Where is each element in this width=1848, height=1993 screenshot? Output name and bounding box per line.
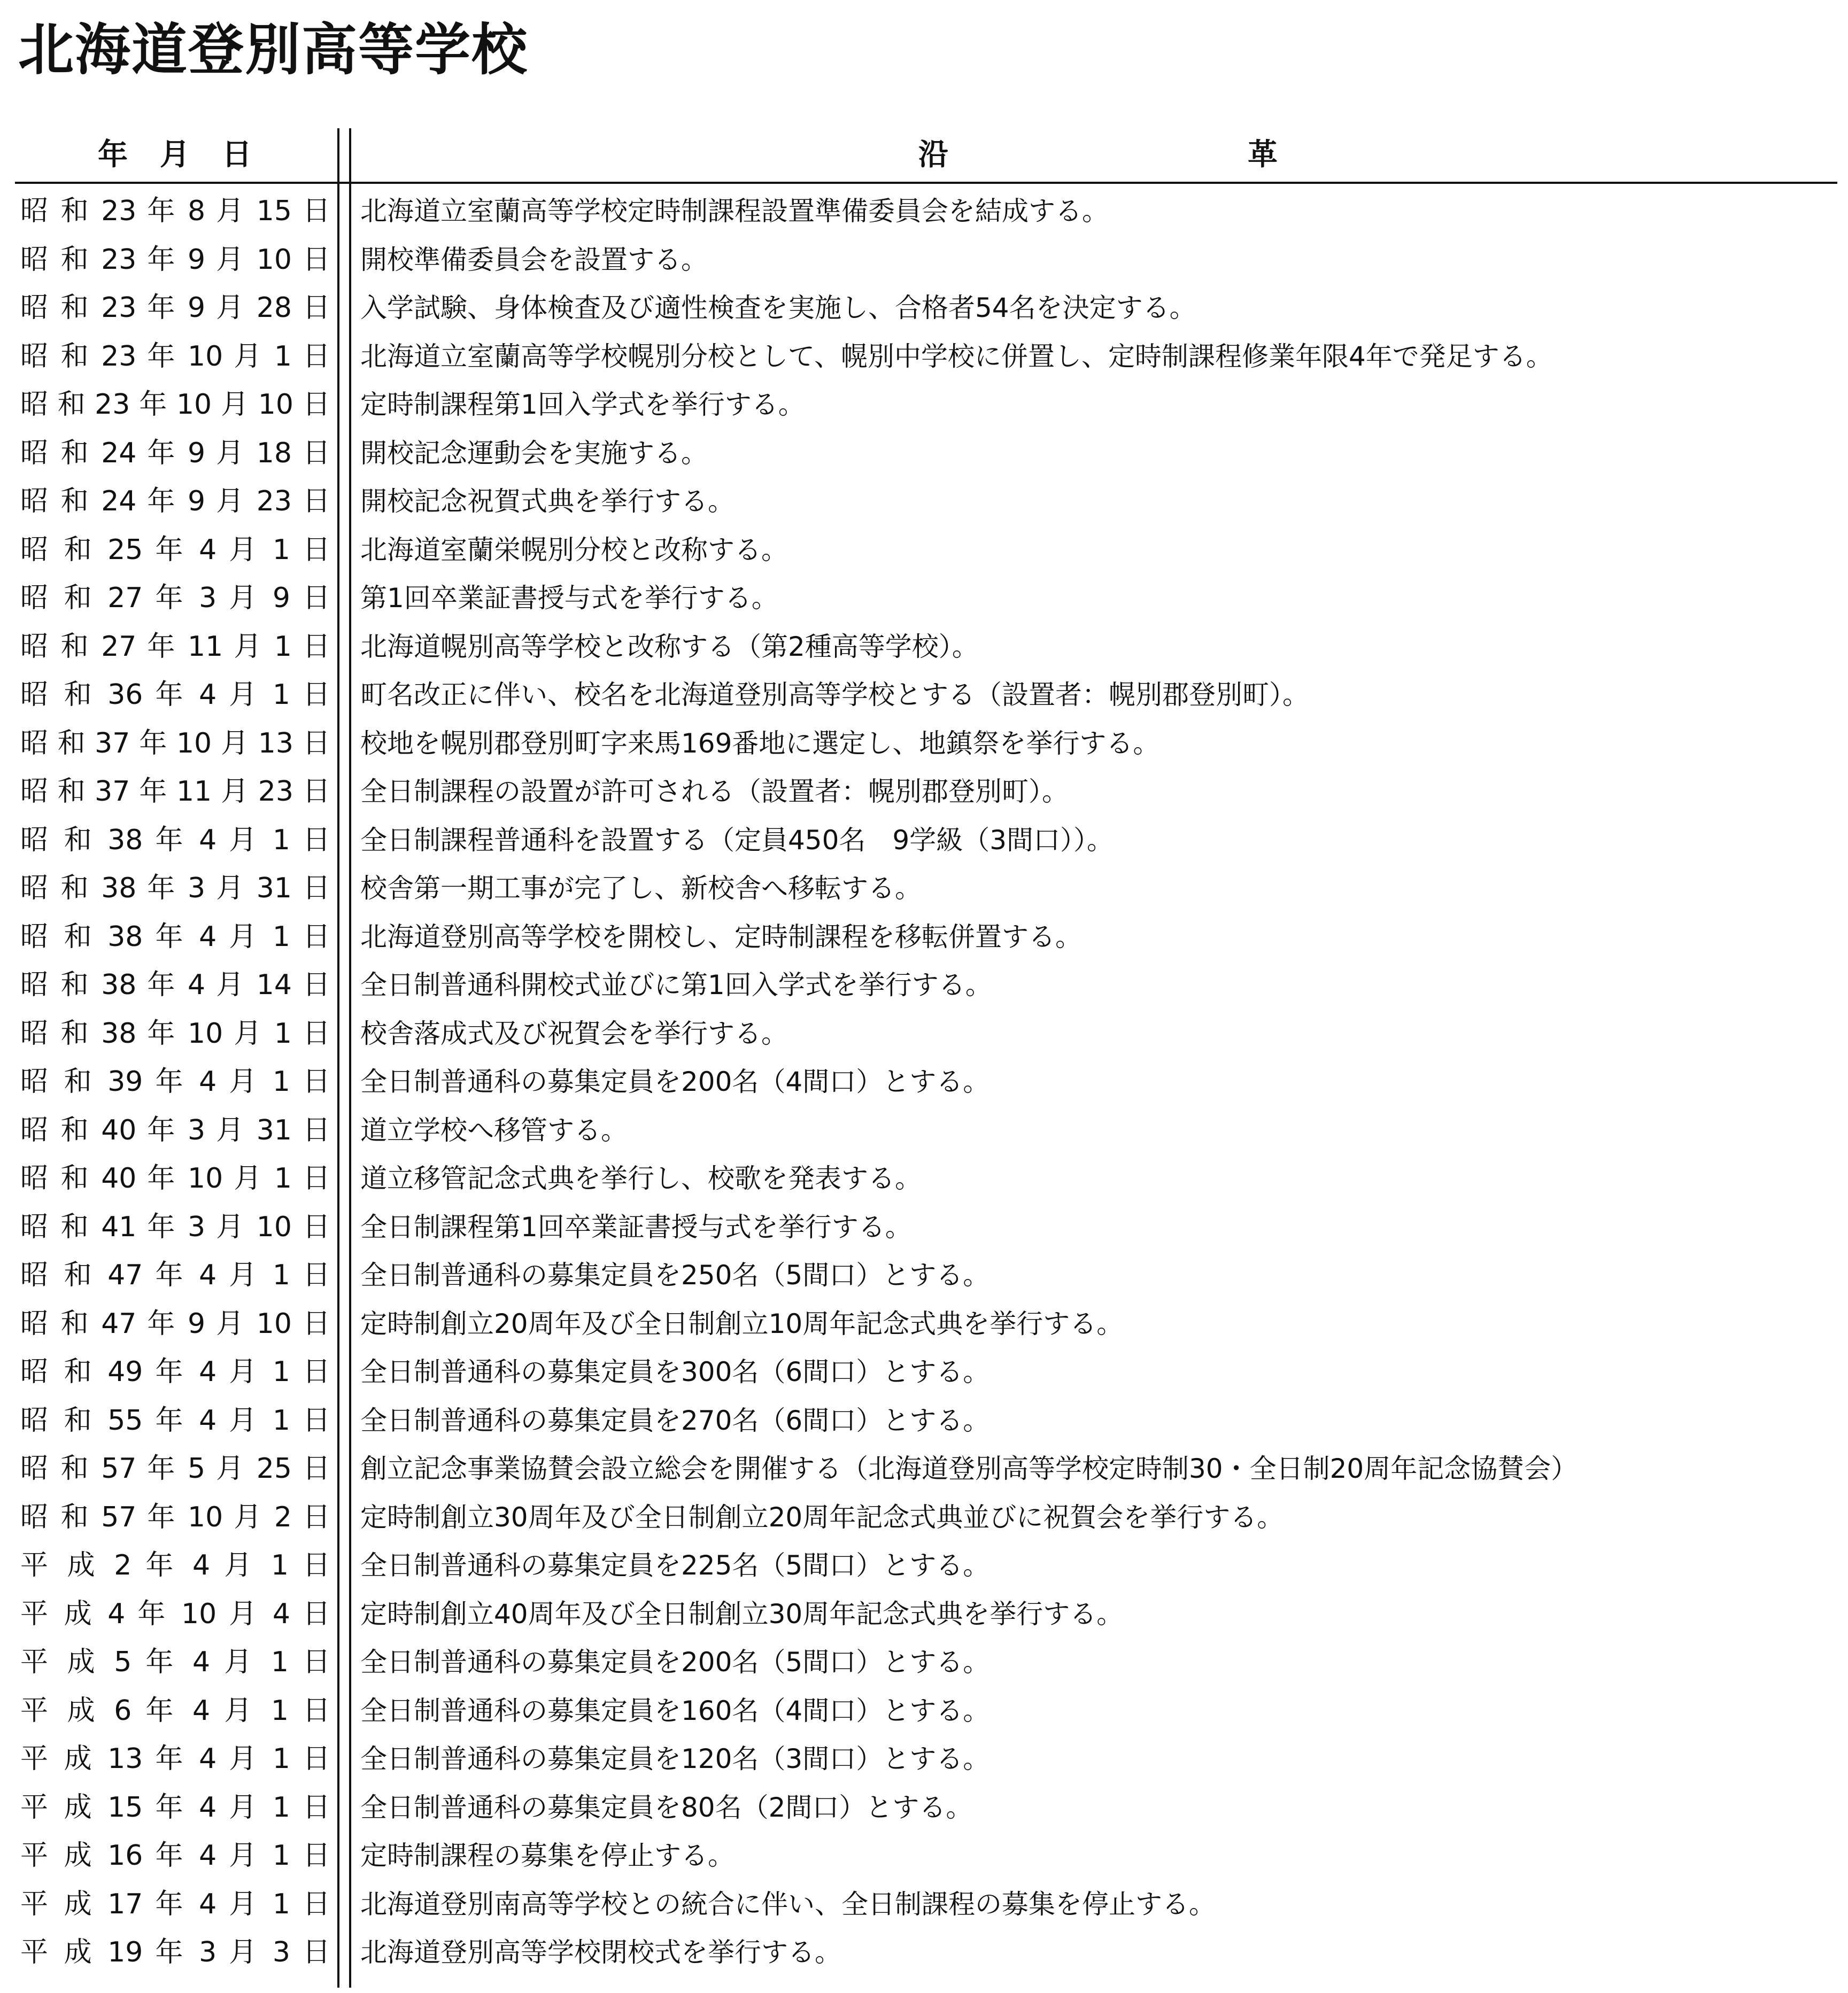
date-cell: 昭 和 39 年 4 月 1 日 xyxy=(20,1066,330,1098)
table-row xyxy=(15,1251,1837,1300)
date-cell: 昭 和 23 年 9 月 10 日 xyxy=(20,243,330,276)
event-cell: 定時制課程第1回入学式を挙行する。 xyxy=(360,389,805,420)
event-cell: 全日制普通科の募集定員を160名（4間口）とする。 xyxy=(360,1695,990,1726)
table-row xyxy=(15,1541,1837,1590)
event-cell: 全日制普通科の募集定員を300名（6間口）とする。 xyxy=(360,1356,990,1387)
table-row xyxy=(15,1832,1837,1880)
event-cell: 開校準備委員会を設置する。 xyxy=(360,244,708,275)
event-cell: 開校記念祝賀式典を挙行する。 xyxy=(360,486,734,517)
event-cell: 全日制普通科の募集定員を270名（6間口）とする。 xyxy=(360,1405,990,1436)
event-cell: 道立移管記念式典を挙行し、校歌を発表する。 xyxy=(360,1163,922,1194)
event-cell: 校地を幌別郡登別町字来馬169番地に選定し、地鎮祭を挙行する。 xyxy=(360,727,1160,759)
table-body xyxy=(15,184,1837,1988)
date-cell: 平 成 5 年 4 月 1 日 xyxy=(20,1646,330,1678)
date-cell: 昭 和 23 年 10 月 1 日 xyxy=(20,340,330,373)
table-row xyxy=(15,187,1837,236)
event-cell: 全日制普通科の募集定員を200名（4間口）とする。 xyxy=(360,1066,990,1097)
date-cell: 平 成 16 年 4 月 1 日 xyxy=(20,1840,330,1872)
date-cell: 昭 和 38 年 4 月 1 日 xyxy=(20,920,330,953)
table-row xyxy=(15,477,1837,526)
table-row xyxy=(15,1928,1837,1977)
table-row xyxy=(15,1735,1837,1783)
table-header-row xyxy=(15,128,1837,184)
event-cell: 町名改正に伴い、校名を北海道登別高等学校とする（設置者：幌別郡登別町）。 xyxy=(360,679,1309,710)
table-row xyxy=(15,1493,1837,1542)
table-row xyxy=(15,1687,1837,1735)
column-divider-left xyxy=(337,128,339,182)
table-row xyxy=(15,284,1837,332)
table-row xyxy=(15,961,1837,1010)
date-cell: 昭 和 38 年 10 月 1 日 xyxy=(20,1017,330,1050)
event-cell: 全日制普通科の募集定員を225名（5間口）とする。 xyxy=(360,1550,990,1581)
date-cell: 昭 和 55 年 4 月 1 日 xyxy=(20,1404,330,1437)
date-cell: 平 成 4 年 10 月 4 日 xyxy=(20,1597,330,1630)
history-table xyxy=(15,128,1837,1988)
table-row xyxy=(15,236,1837,284)
event-cell: 全日制普通科の募集定員を120名（3間口）とする。 xyxy=(360,1743,990,1774)
table-row xyxy=(15,381,1837,429)
date-cell: 昭 和 40 年 3 月 31 日 xyxy=(20,1114,330,1146)
event-cell: 定時制創立40周年及び全日制創立30周年記念式典を挙行する。 xyxy=(360,1598,1124,1630)
page-title: 北海道登別高等学校 xyxy=(18,17,529,82)
date-cell: 平 成 15 年 4 月 1 日 xyxy=(20,1791,330,1824)
table-row xyxy=(15,1880,1837,1929)
date-cell: 昭 和 57 年 5 月 25 日 xyxy=(20,1453,330,1485)
table-row xyxy=(15,332,1837,381)
date-cell: 昭 和 47 年 4 月 1 日 xyxy=(20,1259,330,1291)
date-cell: 昭 和 49 年 4 月 1 日 xyxy=(20,1356,330,1388)
date-cell: 昭 和 38 年 3 月 31 日 xyxy=(20,872,330,904)
date-cell: 平 成 6 年 4 月 1 日 xyxy=(20,1694,330,1727)
event-cell: 全日制普通科の募集定員を80名（2間口）とする。 xyxy=(360,1792,973,1823)
table-row xyxy=(15,1638,1837,1687)
event-cell: 創立記念事業協賛会設立総会を開催する（北海道登別高等学校定時制30・全日制20周年記念協賛会） xyxy=(360,1453,1578,1484)
date-cell: 昭 和 36 年 4 月 1 日 xyxy=(20,679,330,711)
table-row xyxy=(15,1300,1837,1348)
date-cell: 昭 和 23 年 10 月 10 日 xyxy=(20,389,330,421)
date-cell: 昭 和 37 年 11 月 23 日 xyxy=(20,776,330,808)
table-row xyxy=(15,767,1837,816)
date-cell: 昭 和 23 年 8 月 15 日 xyxy=(20,195,330,227)
event-cell: 全日制普通科の募集定員を200名（5間口）とする。 xyxy=(360,1647,990,1678)
event-cell: 北海道登別高等学校閉校式を挙行する。 xyxy=(360,1937,841,1968)
table-row xyxy=(15,816,1837,865)
event-cell: 北海道立室蘭高等学校定時制課程設置準備委員会を結成する。 xyxy=(360,196,1109,227)
table-row xyxy=(15,719,1837,768)
table-row xyxy=(15,1348,1837,1397)
table-row xyxy=(15,913,1837,961)
date-cell: 昭 和 23 年 9 月 28 日 xyxy=(20,292,330,324)
date-cell: 昭 和 40 年 10 月 1 日 xyxy=(20,1162,330,1195)
date-cell: 平 成 19 年 3 月 3 日 xyxy=(20,1936,330,1968)
event-cell: 校舎落成式及び祝賀会を挙行する。 xyxy=(360,1018,788,1049)
date-cell: 昭 和 25 年 4 月 1 日 xyxy=(20,533,330,566)
event-cell: 全日制課程第1回卒業証書授与式を挙行する。 xyxy=(360,1211,912,1243)
event-cell: 北海道登別高等学校を開校し、定時制課程を移転併置する。 xyxy=(360,921,1082,952)
date-cell: 昭 和 38 年 4 月 1 日 xyxy=(20,824,330,856)
event-cell: 定時制創立30周年及び全日制創立20周年記念式典並びに祝賀会を挙行する。 xyxy=(360,1501,1284,1533)
event-cell: 開校記念運動会を実施する。 xyxy=(360,437,708,469)
event-cell: 入学試験、身体検査及び適性検査を実施し、合格者54名を決定する。 xyxy=(360,292,1196,323)
table-row xyxy=(15,1783,1837,1832)
table-row xyxy=(15,429,1837,478)
table-row xyxy=(15,1203,1837,1252)
event-cell: 全日制課程普通科を設置する（定員450名 9学級（3間口））。 xyxy=(360,824,1114,856)
event-cell: 北海道登別南高等学校との統合に伴い、全日制課程の募集を停止する。 xyxy=(360,1888,1216,1920)
column-divider-right xyxy=(349,128,351,182)
table-row xyxy=(15,1058,1837,1106)
event-cell: 北海道幌別高等学校と改称する（第2種高等学校）。 xyxy=(360,631,979,662)
table-row xyxy=(15,574,1837,623)
table-row xyxy=(15,1010,1837,1058)
event-cell: 全日制課程の設置が許可される（設置者：幌別郡登別町）。 xyxy=(360,776,1069,807)
date-cell: 昭 和 41 年 3 月 10 日 xyxy=(20,1211,330,1243)
date-cell: 平 成 13 年 4 月 1 日 xyxy=(20,1743,330,1775)
event-cell: 道立学校へ移管する。 xyxy=(360,1114,628,1146)
date-cell: 昭 和 27 年 3 月 9 日 xyxy=(20,582,330,614)
date-cell: 昭 和 38 年 4 月 14 日 xyxy=(20,969,330,1001)
date-column-header: 年 月 日 xyxy=(98,137,253,172)
event-cell: 校舎第一期工事が完了し、新校舎へ移転する。 xyxy=(360,873,922,904)
table-row xyxy=(15,1397,1837,1445)
date-cell: 平 成 17 年 4 月 1 日 xyxy=(20,1888,330,1920)
date-cell: 昭 和 57 年 10 月 2 日 xyxy=(20,1501,330,1533)
date-cell: 平 成 2 年 4 月 1 日 xyxy=(20,1549,330,1581)
date-cell: 昭 和 27 年 11 月 1 日 xyxy=(20,630,330,663)
table-row xyxy=(15,864,1837,913)
table-row xyxy=(15,1106,1837,1155)
event-cell: 第1回卒業証書授与式を挙行する。 xyxy=(360,583,778,614)
event-cell: 定時制課程の募集を停止する。 xyxy=(360,1840,734,1871)
date-cell: 昭 和 24 年 9 月 23 日 xyxy=(20,485,330,517)
table-row xyxy=(15,526,1837,575)
event-cell: 北海道室蘭栄幌別分校と改称する。 xyxy=(360,534,788,565)
event-cell: 定時制創立20周年及び全日制創立10周年記念式典を挙行する。 xyxy=(360,1308,1124,1339)
table-row xyxy=(15,1154,1837,1203)
table-row xyxy=(15,1445,1837,1493)
event-cell: 全日制普通科の募集定員を250名（5間口）とする。 xyxy=(360,1260,990,1291)
table-row xyxy=(15,1590,1837,1639)
history-column-header: 沿 革 xyxy=(918,137,1278,172)
date-cell: 昭 和 24 年 9 月 18 日 xyxy=(20,437,330,469)
table-row xyxy=(15,623,1837,671)
event-cell: 全日制普通科開校式並びに第1回入学式を挙行する。 xyxy=(360,970,992,1001)
table-row xyxy=(15,671,1837,719)
date-cell: 昭 和 47 年 9 月 10 日 xyxy=(20,1307,330,1340)
event-cell: 北海道立室蘭高等学校幌別分校として、幌別中学校に併置し、定時制課程修業年限4年で発足する。 xyxy=(360,340,1553,372)
date-cell: 昭 和 37 年 10 月 13 日 xyxy=(20,727,330,759)
